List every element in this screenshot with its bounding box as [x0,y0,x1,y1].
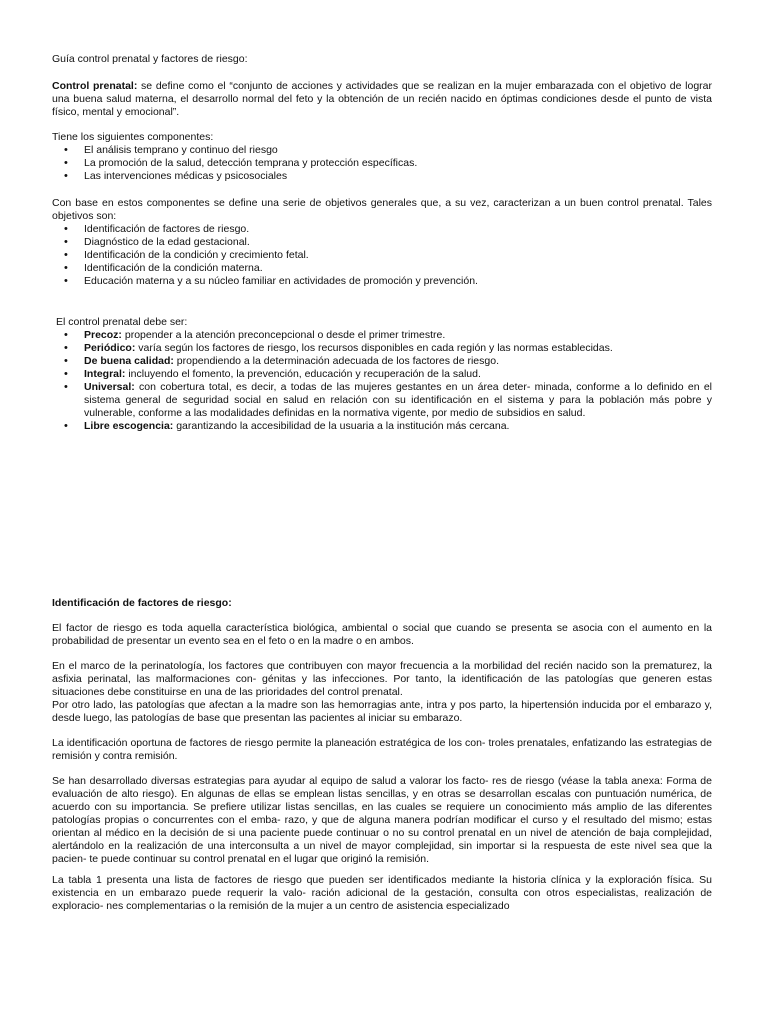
list-item: • Identificación de la condición y crecimiento fetal. [52,249,712,262]
paragraph: Se han desarrollado diversas estrategias para ayudar al equipo de salud a valorar los facto- res de riesgo (véase la tabla anexa: Forma de evaluación de alto riesgo). En algunas de ellas se emplean listas sencillas, y en otras se desarrollan escalas con puntuación numérica, de acuerdo con su importancia. Se prefiere utilizar listas sencillas, en las cuales se requiere un conocimiento más amplio de las diferentes patologías propias o concurrentes con el emba- razo, y que de alguna manera podrían modificar el curso y el resultado del mismo; estas orientan al médico en la decisión de si una paciente puede continuar o no su control prenatal en un nivel de atención de baja complejidad, alertándolo en la realización de una interconsulta a un nivel de mayor complejidad, sin importar si la respuesta de este nivel sea que la pacien- te puede continuar su control prenatal en el lugar que originó la remisión. [52,775,712,865]
list-item [52,342,712,355]
requirements-intro: El control prenatal debe ser: [56,316,188,328]
list-item [52,355,712,368]
requirement-text: garantizando la accesibilidad de la usuaria a la institución más cercana. [173,420,510,432]
requirement-text: propender a la atención preconcepcional o desde el primer trimestre. [121,329,446,341]
objectives-intro: Con base en estos componentes se define una serie de objetivos generales que, a su vez, caracterizan a un buen control prenatal. Tales objetivos son: [52,197,712,222]
list-item: • Identificación de la condición materna. [52,262,712,275]
list-item: • El análisis temprano y continuo del riesgo [52,144,712,157]
components-section [52,131,712,183]
list-item [52,368,712,381]
list-item: • Diagnóstico de la edad gestacional. [52,236,712,249]
section-heading: Identificación de factores de riesgo: [52,597,232,609]
components-intro: Tiene los siguientes componentes: [52,131,214,143]
list-item: • La promoción de la salud, detección temprana y protección específicas. [52,157,712,170]
list-item: • Las intervenciones médicas y psicosociales [52,170,712,183]
requirement-term: Universal: [84,381,135,393]
requirement-term: Precoz: [84,329,122,341]
paragraph: La tabla 1 presenta una lista de factores de riesgo que pueden ser identificados mediante la historia clínica y la exploración física. Su existencia en un embarazo puede requerir la valo- ración adicional de la gestación, consulta con otros especialistas, realización de exploracio- nes complementarias o la remisión de la mujer a un centro de asistencia especializado [52,874,712,912]
requirement-term: Libre escogencia: [84,420,174,432]
paragraph: La identificación oportuna de factores de riesgo permite la planeación estratégica de los con- troles prenatales, enfatizando las estrategias de remisión y contra remisión. [52,737,712,762]
requirement-text: propendiendo a la determinación adecuada de los factores de riesgo. [173,355,499,367]
requirement-text: incluyendo el fomento, la prevención, educación y recuperación de la salud. [125,368,481,380]
list-item [52,420,712,433]
components-list [52,144,712,183]
requirement-term: De buena calidad: [84,355,174,367]
objectives-list [52,223,712,288]
list-item: • Identificación de factores de riesgo. [52,223,712,236]
list-item [52,381,712,420]
paragraph: El factor de riesgo es toda aquella característica biológica, ambiental o social que cuando se presenta se asocia con el aumento en la probabilidad de presentar un evento sea en el feto o en la madre o en ambos. [52,622,712,647]
requirement-text: varía según los factores de riesgo, los recursos disponibles en cada región y las normas establecidas. [135,342,613,354]
perinatology-block [52,660,712,725]
list-item: • Educación materna y a su núcleo familiar en actividades de promoción y prevención. [52,275,712,288]
requirement-term: Integral: [84,368,126,380]
paragraph: En el marco de la perinatología, los factores que contribuyen con mayor frecuencia a la morbilidad del recién nacido son la prematurez, la asfixia perinatal, las malformaciones con- génitas y las infecciones. Por tanto, la identificación de las patologías que generen estas situaciones debe constituirse en una de las prioridades del control prenatal. [52,660,712,698]
definition-text: se define como el “conjunto de acciones y actividades que se realizan en la mujer embarazada con el objetivo de lograr una buena salud materna, el desarrollo normal del feto y la obtención de un recién nacido en óptimas condiciones desde el punto de vista físico, mental y emocional”. [52,80,712,118]
definition-paragraph [52,80,712,119]
document-title: Guía control prenatal y factores de riesgo: [52,53,248,65]
requirements-section [52,316,712,433]
list-item [52,329,712,342]
requirement-text: con cobertura total, es decir, a todas de las mujeres gestantes en un área deter- minada, conforme a lo definido en el sistema general de seguridad social en salud en relación con su identificación en el sistema y para la población más pobre y vulnerable, conforme a las modalidades definidas en la normativa vigente, por medio de subsidios en salud. [84,381,712,419]
requirement-term: Periódico: [84,342,136,354]
requirements-list [52,329,712,433]
objectives-section [52,197,712,288]
definition-term: Control prenatal: [52,80,138,92]
paragraph: Por otro lado, las patologías que afectan a la madre son las hemorragias ante, intra y pos parto, la hipertensión inducida por el embarazo y, desde luego, las patologías de base que presentan las pacientes al iniciar su embarazo. [52,699,712,724]
